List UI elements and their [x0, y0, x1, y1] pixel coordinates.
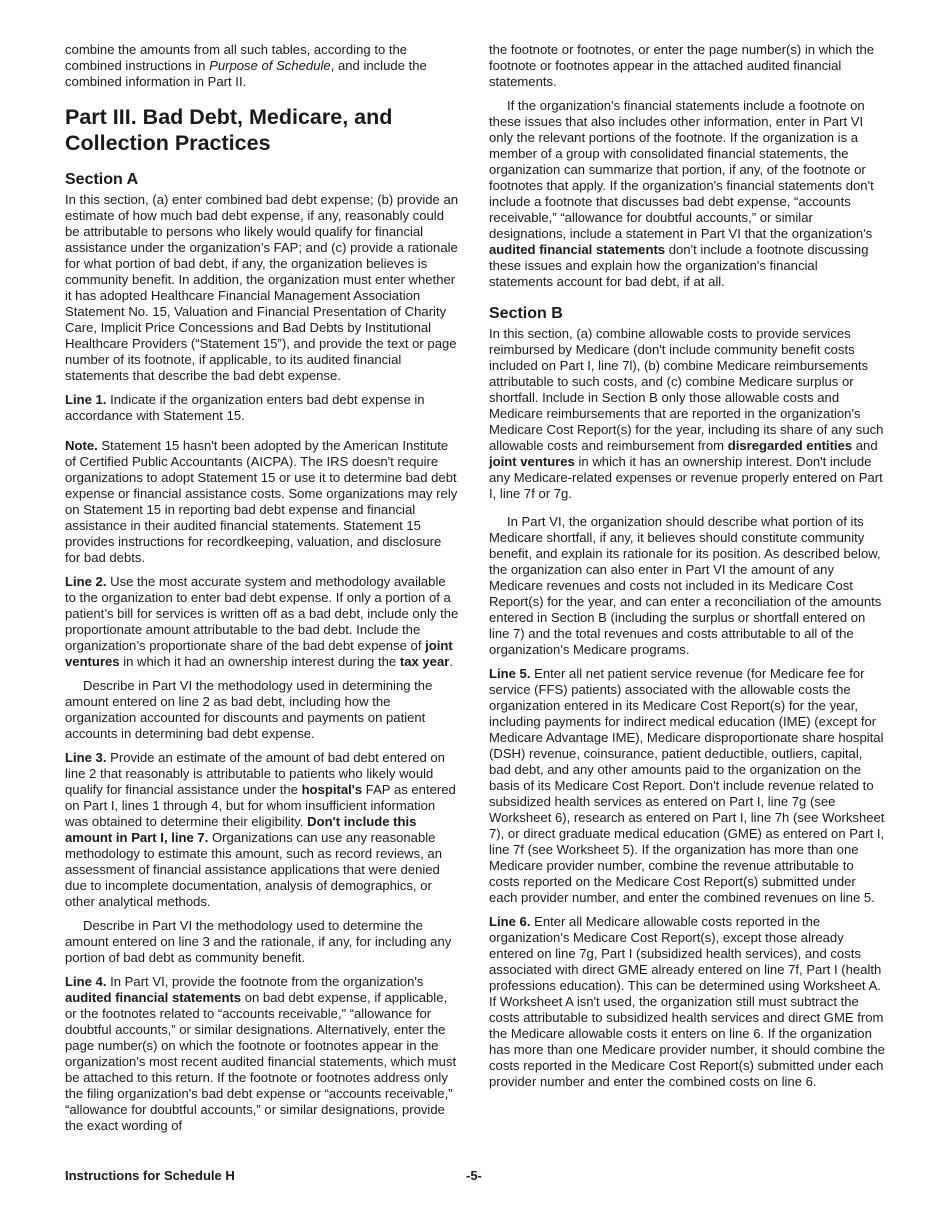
- line-6-paragraph: Line 6. Enter all Medicare allowable costs reported in the organization's Medicare Cost Report(s), except those already entered on line 7g, Part I (subsidized health services), and costs associated with direct GME already entered on line 7f, Part I (health professions education). This can be determined using Worksheet A. If Worksheet A isn't used, the organization still must subtract the costs attributable to subsidized health services and direct GME from the Medicare allowable costs it enters on line 6. If the organization has more than one Medicare provider number, it should combine the costs reported in the Medicare Cost Report(s) submitted under each provider number and enter the combined costs on line 6.: [489, 914, 885, 1089]
- section-a-intro: In this section, (a) enter combined bad debt expense; (b) provide an estimate of how much bad debt expense, if any, reasonably could be attributable to persons who likely would qualify for financial assistance under the organization’s FAP; and (c) provide a rationale for what portion of bad debt, if any, the organization believes is community benefit. In addition, the organization must enter whether it has adopted Healthcare Financial Management Association Statement No. 15, Valuation and Financial Presentation of Charity Care, Implicit Price Concessions and Bad Debts by Institutional Healthcare Providers (“Statement 15”), and provide the text or page number of its footnote, if applicable, to its audited financial statements that describe the bad debt expense.: [65, 192, 459, 383]
- line-3-describe: Describe in Part VI the methodology used to determine the amount entered on line 3 and the rationale, if any, for including any portion of bad debt as community benefit.: [65, 918, 452, 965]
- page-number: -5-: [466, 1168, 482, 1183]
- part-title: Part III. Bad Debt, Medicare, and Collection Practices: [65, 105, 393, 155]
- line-1-paragraph: Line 1. Indicate if the organization enters bad debt expense in accordance with Statement 15.: [65, 392, 425, 423]
- line-3-paragraph: Line 3. Provide an estimate of the amount of bad debt entered on line 2 that reasonably is attributable to patients who likely would qualify for financial assistance under the hospital's FAP as entered on Part I, lines 1 through 4, but for whom insufficient information was obtained to determine their eligibility. Don't include this amount in Part I, line 7. Organizations can use any reasonable methodology to estimate this amount, such as record reviews, an assessment of financial assistance applications that were denied due to incomplete documentation, analysis of demographics, or other analytical methods.: [65, 750, 456, 909]
- line-2-describe: Describe in Part VI the methodology used in determining the amount entered on line 2 as bad debt, including how the organization accounted for discounts and payments on patient accounts in determining bad debt expense.: [65, 678, 433, 741]
- section-b-heading: Section B: [489, 305, 563, 322]
- line-5-paragraph: Line 5. Enter all net patient service revenue (for Medicare fee for service (FFS) patients) associated with the allowable costs the organization entered in its Medicare Cost Report(s) for the year, including payments for indirect medical education (IME) (except for Medicare Advantage IME), Medicare disproportionate share hospital (DSH) revenue, coinsurance, patient deductible, outliers, capital, bad debt, and any other amounts paid to the organization on the basis of its Medicare Cost Report. Don't include revenue related to subsidized health services as entered on Part I, line 7g (see Worksheet 6), research as entered on Part I, line 7h (see Worksheet 7), or direct graduate medical education (GME) as entered on Part I, line 7f (see Worksheet 5). If the organization has more than one Medicare provider number, combine the revenue attributable to costs reported on the Medicare Cost Report(s) submitted under each provider number, and enter the combined revenues on line 5.: [489, 666, 885, 905]
- continued-paragraph: the footnote or footnotes, or enter the page number(s) in which the footnote or footnotes appear in the attached audited financial statements.: [489, 42, 875, 89]
- section-a-heading: Section A: [65, 171, 139, 188]
- section-b-intro: In this section, (a) combine allowable costs to provide services reimbursed by Medicare (don't include community benefit costs included on Part I, line 7l), (b) combine Medicare reimbursements attributable to such costs, and (c) combine Medicare surplus or shortfall. Include in Section B only those allowable costs and Medicare reimbursements that are reported in the organization's Medicare Cost Report(s) for the year, including its share of any such allowable costs and reimbursement from disregarded entities and joint ventures in which it has an ownership interest. Don't include any Medicare-related expenses or revenue properly entered on Part I, line 7f or 7g.: [489, 326, 884, 501]
- footer-title: Instructions for Schedule H: [65, 1168, 235, 1183]
- footnote-guidance-paragraph: If the organization's financial statements include a footnote on these issues that also includes other information, enter in Part VI only the relevant portions of the footnote. If the organization is a member of a group with consolidated financial statements, the organization can summarize that portion, if any, of the footnote or footnotes that apply. If the organization's financial statements don't include a footnote that discusses bad debt expense, “accounts receivable,” “allowance for doubtful accounts,” or similar designations, include a statement in Part VI that the organization's audited financial statements don't include a footnote discussing these issues and explain how the organization's financial statements account for bad debt, if at all.: [489, 98, 874, 289]
- line-4-paragraph: Line 4. In Part VI, provide the footnote from the organization's audited financial statements on bad debt expense, if applicable, or the footnotes related to “accounts receivable,” “allowance for doubtful accounts,” or similar designations. Alternatively, enter the page number(s) on which the footnote or footnotes appear in the organization's most recent audited financial statements, which must be attached to this return. If the footnote or footnotes address only the filing organization's bad debt expense or “accounts receivable,” “allowance for doubtful accounts,” or similar designations, provide the exact wording of: [65, 974, 457, 1133]
- continued-paragraph: combine the amounts from all such tables, according to the combined instructions in Purpose of Schedule, and include the combined information in Part II.: [65, 42, 427, 89]
- note-paragraph: Note. Statement 15 hasn't been adopted by the American Institute of Certified Public Accountants (AICPA). The IRS doesn't require organizations to adopt Statement 15 or use it to determine bad debt expense or financial assistance costs. Some organizations may rely on Statement 15 in reporting bad debt expense and financial assistance in their audited financial statements. Statement 15 provides instructions for recordkeeping, valuation, and disclosure for bad debts.: [65, 438, 458, 565]
- line-2-paragraph: Line 2. Use the most accurate system and methodology available to the organization to enter bad debt expense. If only a portion of a patient’s bill for services is written off as a bad debt, include only the proportionate amount attributable to the bad debt. Include the organization’s proportionate share of the bad debt expense of joint ventures in which it had an ownership interest during the tax year.: [65, 574, 459, 669]
- left-column: [65, 42, 460, 1142]
- right-column: [489, 42, 885, 1098]
- section-b-part-vi: In Part VI, the organization should describe what portion of its Medicare shortfall, if any, it believes should constitute community benefit, and explain its rationale for its position. As described below, the organization can also enter in Part VI the amount of any Medicare revenues and costs not included in its Medicare Cost Report(s) for the year, and can enter a reconciliation of the amounts entered in Section B (including the surplus or shortfall entered on line 7) and the total revenues and costs attributable to all of the organization's Medicare programs.: [489, 514, 882, 657]
